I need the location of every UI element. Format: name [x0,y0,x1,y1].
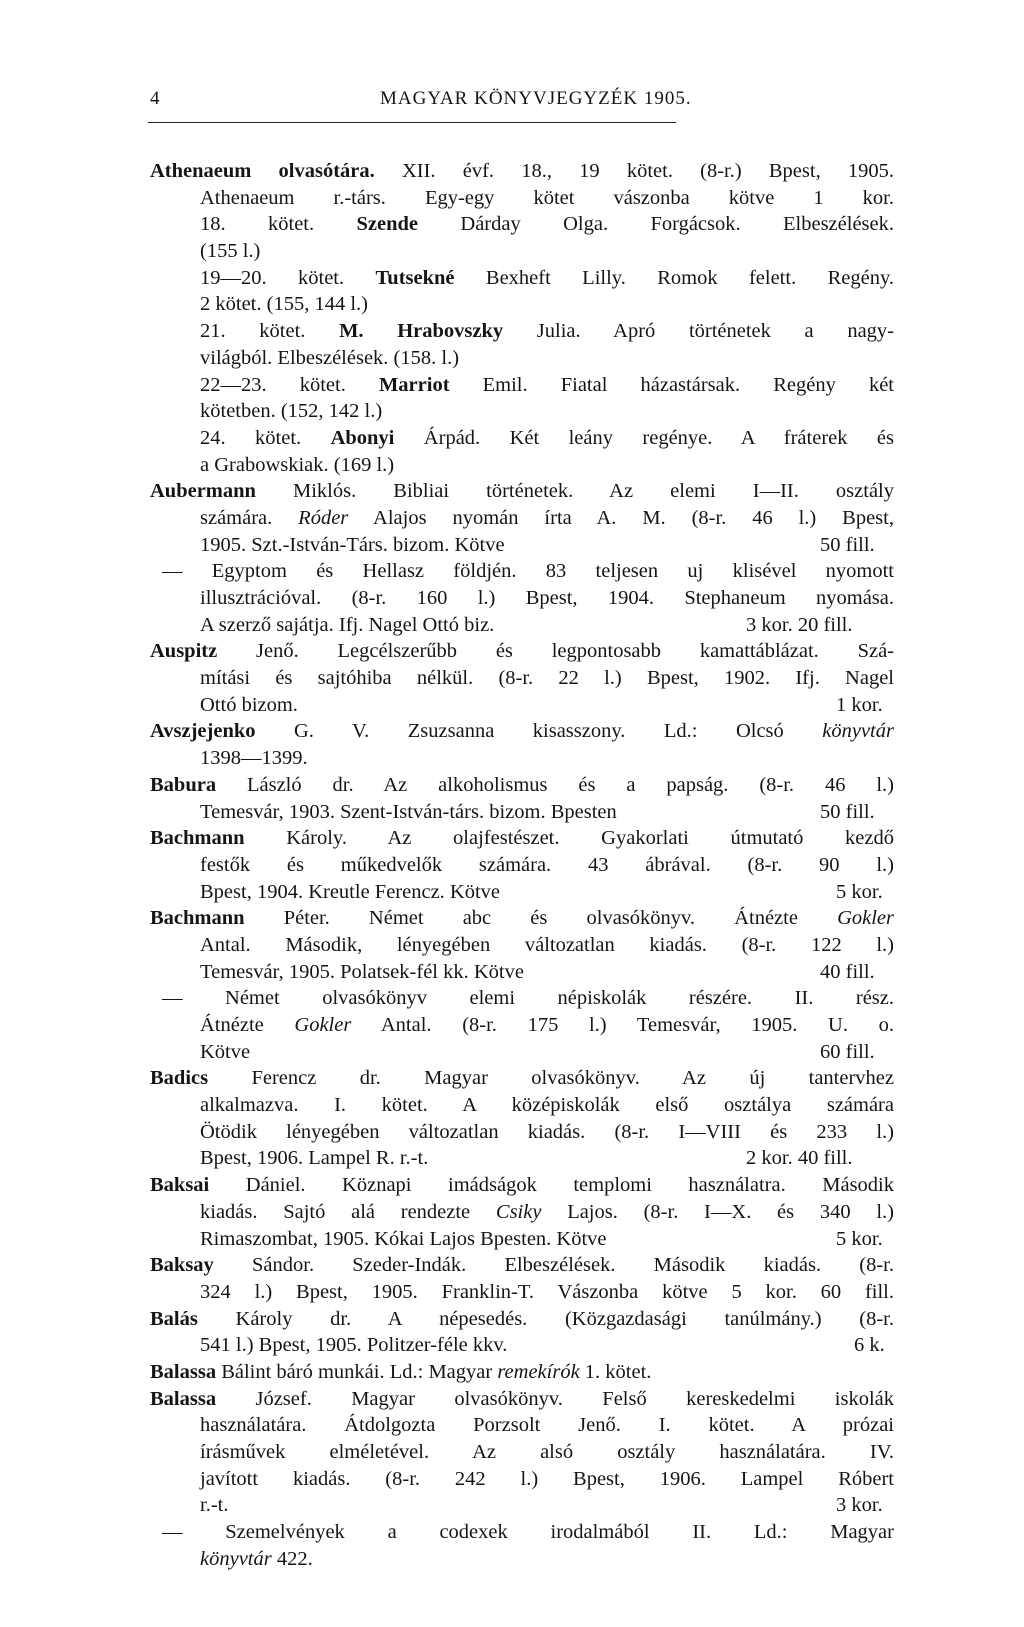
price: 40 fill. [820,960,875,983]
text-line [150,291,894,318]
catalog-text [150,158,894,1572]
text-run: 21. kötet. [200,320,340,343]
text-run: a Grabowskiak. (169 l.) [200,453,395,476]
text-run: Alajos nyomán írta A. M. (8-r. 46 l.) Bpest, [348,506,894,529]
price: 1 kor. [836,693,883,716]
author-name: Balás [150,1307,198,1330]
text-run: 19—20. kötet. [200,266,376,289]
text-line [150,1226,894,1253]
header-rule [148,122,676,123]
text-line [150,905,894,932]
text-run: 24. kötet. [200,426,331,449]
text-line [150,1332,894,1359]
text-line [150,532,894,559]
text-run: Ferencz dr. Magyar olvasókönyv. Az új tantervhez [208,1067,894,1090]
text-run: 22—23. kötet. [200,373,379,396]
author-name: Avszjejenko [150,720,256,743]
text-run: 324 l.) Bpest, 1905. Franklin-T. Vászonba kötve 5 kor. 60 fill. [200,1280,894,1303]
text-run: 2 kötet. (155, 144 l.) [200,293,368,316]
text-run: 1. kötet. [579,1360,652,1383]
text-line [150,505,894,532]
text-line [150,211,894,238]
text-run: — Német olvasókönyv elemi népiskolák részére. II. rész. [162,987,894,1010]
text-run: — Szemelvények a codexek irodalmából II. Ld.: Magyar [162,1521,894,1544]
author-name: Baksai [150,1174,210,1197]
text-run: XII. évf. 18., 19 kötet. (8-r.) Bpest, 1905. [374,160,894,182]
italic-term: Gokler [837,907,894,930]
text-line [150,1252,894,1279]
text-run: A szerző sajátja. Ifj. Nagel Ottó biz. [200,613,495,636]
text-run: r.-t. [200,1494,229,1517]
text-run: Sándor. Szeder-Indák. Elbeszélések. Második kiadás. (8-r. [213,1254,894,1277]
price: 5 kor. [836,880,883,903]
text-run: Bexheft Lilly. Romok felett. Regény. [454,266,894,289]
text-run: Károly. Az olajfestészet. Gyakorlati útmutató kezdő [244,827,894,850]
author-name: Auspitz [150,640,218,663]
author-name: M. Hrabovszky [339,320,504,343]
text-line [150,372,894,399]
text-line [150,852,894,879]
text-line [150,398,894,425]
text-line [150,185,894,212]
text-run: Árpád. Két leány regénye. A fráterek és [394,426,894,449]
text-line [150,879,894,906]
author-name: Babura [150,773,217,796]
text-run: László dr. Az alkoholismus és a papság. (8-r. 46 l.) [216,773,894,796]
price: 2 kor. 40 fill. [746,1147,853,1170]
text-line [150,692,894,719]
italic-term: Gokler [294,1014,352,1036]
text-line [150,1012,894,1039]
price: 50 fill. [820,800,875,823]
italic-term: Róder [298,506,349,529]
text-run: 18. kötet. [200,213,357,236]
author-name: Abonyi [330,426,395,449]
text-run: világból. Elbeszélések. (158. l.) [200,346,460,369]
text-run: G. V. Zsuzsanna kisasszony. Ld.: Olcsó [255,720,823,743]
text-line [150,158,894,185]
text-run: Emil. Fiatal házastársak. Regény két [449,373,894,396]
text-run: 422. [271,1547,313,1570]
text-line [150,1199,894,1226]
text-run: 541 l.) Bpest, 1905. Politzer-féle kkv. [200,1334,508,1357]
text-run: Jenő. Legcélszerűbb és legpontosabb kamattáblázat. Szá- [217,640,894,663]
text-run: Bpest, 1906. Lampel R. r.-t. [200,1147,429,1170]
author-name: Bachmann [150,827,245,850]
price: 50 fill. [820,533,875,556]
text-line [150,1546,894,1573]
price: 5 kor. [836,1227,883,1250]
price: 3 kor. 20 fill. [746,613,853,636]
text-line [150,1466,894,1493]
text-run: mítási és sajtóhiba nélkül. (8-r. 22 l.) Bpest, 1902. Ifj. Nagel [200,667,894,690]
italic-term: könyvtár [200,1547,272,1570]
text-line [150,1172,894,1199]
text-line [150,1065,894,1092]
price: 6 k. [854,1334,885,1357]
text-line [150,318,894,345]
text-run: kötetben. (152, 142 l.) [200,400,383,423]
italic-term: könyvtár [822,720,894,743]
italic-term: remekírók [497,1360,580,1383]
text-line [150,1279,894,1306]
text-run: festők és műkedvelők számára. 43 ábrával. (8-r. 90 l.) [200,853,894,876]
text-run: illusztrációval. (8-r. 160 l.) Bpest, 1904. Stephaneum nyomása. [200,587,894,609]
text-line [150,238,894,265]
text-run: 1398—1399. [200,747,308,770]
text-run: Átnézte [200,1014,295,1036]
author-name: Baksay [150,1254,214,1277]
text-run: írásművek elméletével. Az alsó osztály használatára. IV. [200,1441,894,1463]
text-line [150,585,894,612]
text-line [150,1306,894,1333]
text-run: Károly dr. A népesedés. (Közgazdasági tanúlmány.) (8-r. [197,1307,894,1330]
text-run: Antal. (8-r. 175 l.) Temesvár, 1905. U. o. [351,1014,894,1036]
author-name: Marriot [378,373,450,396]
text-run: Dárday Olga. Forgácsok. Elbeszélések. [418,213,894,236]
text-run: Lajos. (8-r. I—X. és 340 l.) [541,1200,895,1223]
text-line [150,1492,894,1519]
text-line [150,1039,894,1066]
text-line [150,265,894,292]
text-line [150,1386,894,1413]
text-line [150,745,894,772]
text-run: Dániel. Köznapi imádságok templomi használatra. Második [209,1174,894,1197]
text-run: Bálint báró munkái. Ld.: Magyar [216,1360,498,1383]
text-line [150,799,894,826]
text-line [150,772,894,799]
text-run: József. Magyar olvasókönyv. Felső kereskedelmi iskolák [216,1387,894,1410]
text-line [150,345,894,372]
text-line [150,1119,894,1146]
author-name: Aubermann [150,480,256,503]
price: 60 fill. [820,1040,875,1063]
text-run: Rimaszombat, 1905. Kókai Lajos Bpesten. Kötve [200,1227,607,1250]
text-line [150,665,894,692]
text-run: (155 l.) [200,240,261,263]
text-run: Miklós. Bibliai történetek. Az elemi I—II. osztály [255,480,894,503]
text-line [150,612,894,639]
text-line [150,1412,894,1439]
text-line [150,1145,894,1172]
text-line [150,1359,894,1386]
author-name: Szende [356,213,419,236]
author-name: Tutsekné [375,266,455,289]
author-name: Athenaeum olvasótára. [150,160,375,182]
author-name: Balassa [150,1387,217,1410]
text-run: Bpest, 1904. Kreutle Ferencz. Kötve [200,880,501,903]
page-number: 4 [150,88,161,109]
text-run: alkalmazva. I. kötet. A középiskolák első osztálya számára [200,1094,894,1117]
text-run: — Egyptom és Hellasz földjén. 83 teljesen uj klisével nyomott [162,560,894,583]
text-run: Péter. Német abc és olvasókönyv. Átnézte [244,907,838,930]
text-line [150,718,894,745]
text-run: számára. [200,506,299,529]
text-run: Ottó bizom. [200,693,298,716]
text-run: használatára. Átdolgozta Porzsolt Jenő. I. kötet. A prózai [200,1414,894,1437]
text-line [150,1092,894,1119]
running-header [150,88,890,118]
running-title: MAGYAR KÖNYVJEGYZÉK 1905. [380,88,692,109]
text-line [150,1519,894,1546]
italic-term: Csiky [495,1200,542,1223]
text-line [150,425,894,452]
author-name: Bachmann [150,907,245,930]
text-line [150,1439,894,1466]
text-run: Julia. Apró történetek a nagy- [503,320,894,343]
text-run: Temesvár, 1905. Polatsek-fél kk. Kötve [200,960,524,983]
text-run: kiadás. Sajtó alá rendezte [200,1200,496,1223]
text-line [150,985,894,1012]
text-line [150,959,894,986]
text-line [150,932,894,959]
text-run: javított kiadás. (8-r. 242 l.) Bpest, 1906. Lampel Róbert [200,1467,894,1490]
text-run: 1905. Szt.-István-Társ. bizom. Kötve [200,533,505,556]
text-run: Antal. Második, lényegében változatlan kiadás. (8-r. 122 l.) [200,933,894,956]
text-line [150,825,894,852]
text-line [150,638,894,665]
author-name: Badics [150,1067,209,1090]
text-run: Athenaeum r.-társ. Egy-egy kötet vászonba kötve 1 kor. [200,186,894,209]
text-line [150,478,894,505]
text-run: Temesvár, 1903. Szent-István-társ. bizom. Bpesten [200,800,617,823]
price: 3 kor. [836,1494,883,1517]
author-name: Balassa [150,1360,217,1383]
text-line [150,452,894,479]
text-line [150,558,894,585]
text-run: Kötve [200,1040,251,1063]
text-run: Ötödik lényegében változatlan kiadás. (8-r. I—VIII és 233 l.) [200,1120,894,1143]
